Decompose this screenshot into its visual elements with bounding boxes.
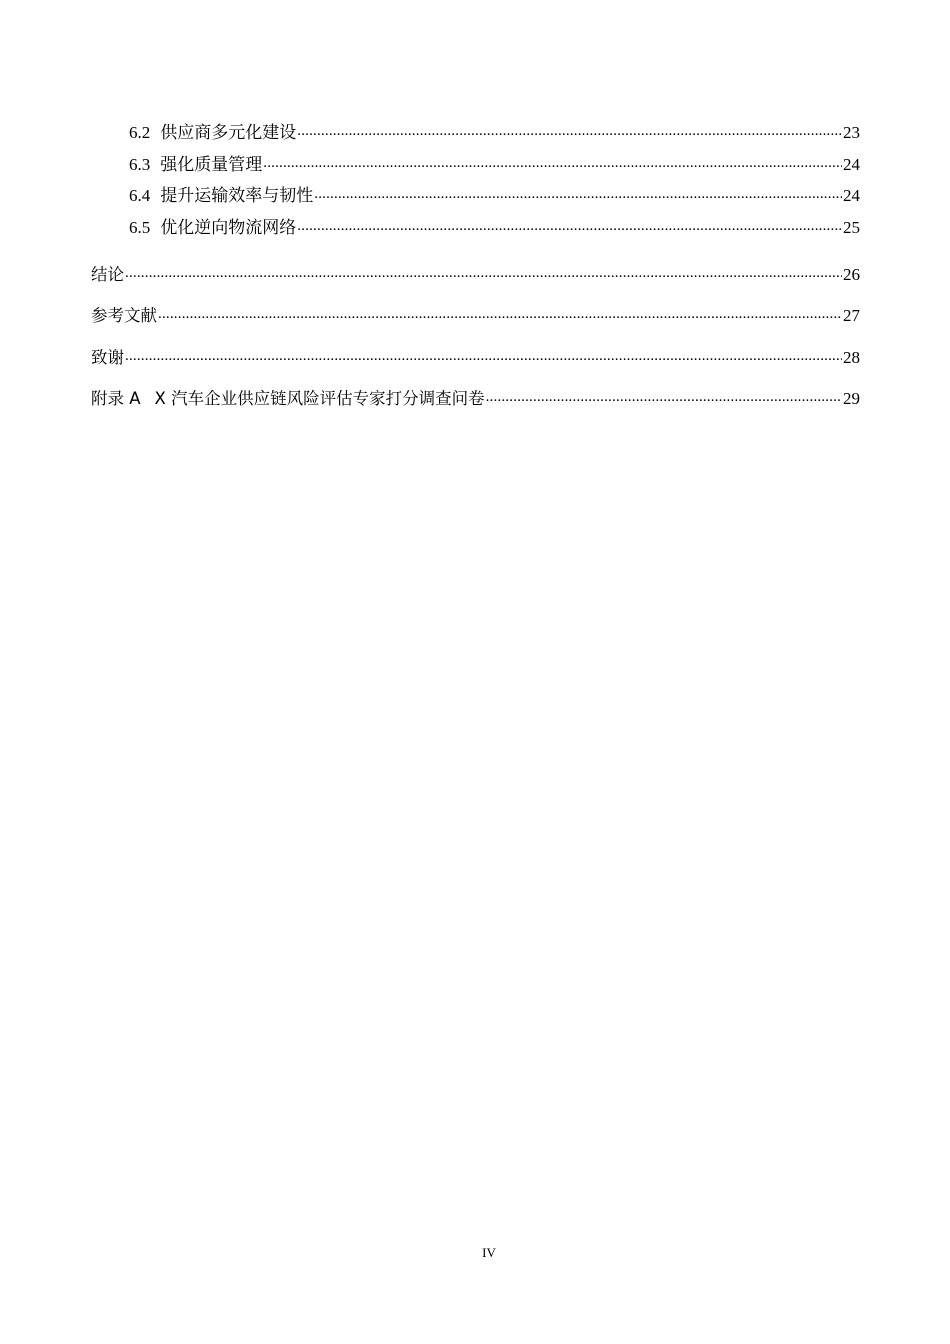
toc-entry-6-2[interactable] <box>91 117 860 149</box>
toc-entry-title <box>129 123 296 143</box>
section-number: 6.2 <box>129 122 151 142</box>
toc-entry-title <box>91 389 485 409</box>
toc-entry-references[interactable] <box>91 295 860 337</box>
section-title: 优化逆向物流网络 <box>160 217 297 237</box>
dot-leader <box>125 265 842 285</box>
table-of-contents <box>91 117 860 420</box>
page-footer-number: IV <box>482 1245 496 1260</box>
page-number: 25 <box>843 217 860 237</box>
dot-leader <box>486 389 842 409</box>
toc-entry-conclusion[interactable] <box>91 254 860 296</box>
section-title: X 汽车企业供应链风险评估专家打分调查问卷 <box>154 389 485 408</box>
section-number: 6.3 <box>129 154 151 174</box>
dot-leader <box>297 218 842 238</box>
dot-leader <box>297 123 842 143</box>
section-number: 6.5 <box>129 217 151 237</box>
toc-entry-title <box>129 186 313 206</box>
section-title: 参考文献 <box>91 306 157 325</box>
toc-entry-title <box>129 218 296 238</box>
dot-leader <box>158 306 842 326</box>
toc-entry-acknowledgements[interactable] <box>91 337 860 379</box>
toc-entry-6-5[interactable] <box>91 212 860 244</box>
section-title: 供应商多元化建设 <box>160 122 297 142</box>
section-title: 致谢 <box>91 347 124 367</box>
dot-leader <box>125 348 842 368</box>
appendix-label: 附录 A <box>91 389 141 408</box>
section-number: 6.4 <box>129 186 151 206</box>
page-number: 24 <box>843 186 860 206</box>
toc-entry-6-3[interactable] <box>91 149 860 181</box>
page-number: 29 <box>843 389 860 408</box>
dot-leader <box>314 186 842 206</box>
page-number: 26 <box>843 264 860 284</box>
section-title: 强化质量管理 <box>160 154 263 174</box>
page-number: 23 <box>843 122 860 142</box>
page-number: 27 <box>843 306 860 325</box>
toc-entry-title <box>129 155 262 175</box>
section-title: 提升运输效率与韧性 <box>160 186 314 206</box>
dot-leader <box>263 155 842 175</box>
toc-entry-6-4[interactable] <box>91 180 860 212</box>
page-number: 28 <box>843 347 860 367</box>
page-number: 24 <box>843 154 860 174</box>
section-title: 结论 <box>91 264 124 284</box>
toc-entry-appendix-a[interactable] <box>91 378 860 420</box>
